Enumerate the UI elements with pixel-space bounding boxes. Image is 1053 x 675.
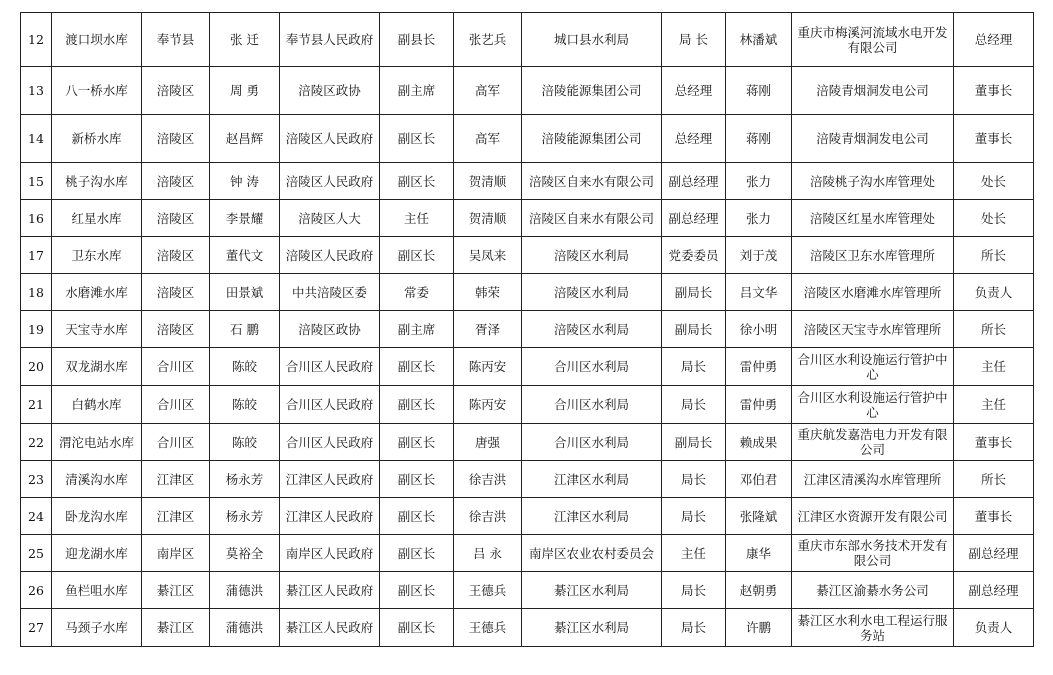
cell-patrol-unit: 涪陵桃子沟水库管理处 — [792, 163, 954, 200]
cell-admin-unit: 涪陵区人民政府 — [280, 163, 380, 200]
cell-patrol-title: 所长 — [954, 311, 1034, 348]
cell-reservoir-name: 鱼栏咀水库 — [52, 572, 142, 609]
cell-admin-unit: 涪陵区人大 — [280, 200, 380, 237]
cell-patrol-title: 负责人 — [954, 609, 1034, 647]
cell-row-number: 24 — [21, 498, 52, 535]
cell-tech-unit: 江津区水利局 — [522, 461, 662, 498]
cell-row-number: 18 — [21, 274, 52, 311]
cell-district: 江津区 — [142, 498, 210, 535]
cell-district: 合川区 — [142, 386, 210, 424]
cell-admin-title: 常委 — [380, 274, 454, 311]
cell-patrol-title: 所长 — [954, 461, 1034, 498]
cell-patrol-leader: 赖成果 — [726, 424, 792, 461]
cell-district: 涪陵区 — [142, 67, 210, 115]
cell-row-number: 26 — [21, 572, 52, 609]
cell-patrol-leader: 刘于茂 — [726, 237, 792, 274]
cell-admin-leader: 杨永芳 — [210, 461, 280, 498]
document-page — [20, 12, 1034, 647]
cell-patrol-unit: 合川区水利设施运行管护中心 — [792, 348, 954, 386]
cell-patrol-title: 所长 — [954, 237, 1034, 274]
cell-district: 涪陵区 — [142, 163, 210, 200]
cell-patrol-leader: 赵朝勇 — [726, 572, 792, 609]
cell-patrol-unit: 重庆市东部水务技术开发有限公司 — [792, 535, 954, 572]
cell-row-number: 25 — [21, 535, 52, 572]
cell-tech-title: 副局长 — [662, 424, 726, 461]
cell-admin-title: 副区长 — [380, 461, 454, 498]
cell-admin-title: 副区长 — [380, 237, 454, 274]
cell-admin-leader: 董代文 — [210, 237, 280, 274]
cell-patrol-title: 负责人 — [954, 274, 1034, 311]
cell-admin-title: 副区长 — [380, 163, 454, 200]
cell-tech-leader: 贺清顺 — [454, 163, 522, 200]
cell-tech-leader: 高军 — [454, 115, 522, 163]
cell-tech-unit: 江津区水利局 — [522, 498, 662, 535]
cell-admin-title: 副区长 — [380, 386, 454, 424]
cell-patrol-leader: 张隆斌 — [726, 498, 792, 535]
cell-row-number: 15 — [21, 163, 52, 200]
cell-tech-leader: 吴凤来 — [454, 237, 522, 274]
cell-admin-leader: 钟 涛 — [210, 163, 280, 200]
cell-tech-leader: 徐吉洪 — [454, 461, 522, 498]
cell-tech-unit: 涪陵区水利局 — [522, 311, 662, 348]
cell-tech-unit: 涪陵区自来水有限公司 — [522, 163, 662, 200]
table-row — [21, 424, 1034, 461]
cell-row-number: 20 — [21, 348, 52, 386]
cell-row-number: 19 — [21, 311, 52, 348]
table-body — [21, 13, 1034, 647]
table-row — [21, 348, 1034, 386]
cell-district: 江津区 — [142, 461, 210, 498]
cell-patrol-leader: 雷仲勇 — [726, 348, 792, 386]
cell-tech-title: 副总经理 — [662, 163, 726, 200]
cell-admin-unit: 中共涪陵区委 — [280, 274, 380, 311]
cell-admin-unit: 合川区人民政府 — [280, 424, 380, 461]
cell-tech-leader: 王德兵 — [454, 609, 522, 647]
cell-district: 涪陵区 — [142, 311, 210, 348]
cell-row-number: 22 — [21, 424, 52, 461]
cell-patrol-unit: 涪陵区卫东水库管理所 — [792, 237, 954, 274]
cell-patrol-unit: 重庆航发嘉浩电力开发有限公司 — [792, 424, 954, 461]
cell-admin-unit: 合川区人民政府 — [280, 386, 380, 424]
cell-tech-unit: 南岸区农业农村委员会 — [522, 535, 662, 572]
cell-admin-unit: 合川区人民政府 — [280, 348, 380, 386]
cell-admin-title: 副主席 — [380, 311, 454, 348]
cell-district: 涪陵区 — [142, 274, 210, 311]
cell-district: 綦江区 — [142, 572, 210, 609]
table-row — [21, 200, 1034, 237]
cell-tech-title: 副局长 — [662, 274, 726, 311]
cell-patrol-leader: 邓伯君 — [726, 461, 792, 498]
cell-admin-leader: 张 迁 — [210, 13, 280, 67]
cell-admin-title: 副区长 — [380, 572, 454, 609]
cell-patrol-leader: 徐小明 — [726, 311, 792, 348]
cell-district: 奉节县 — [142, 13, 210, 67]
cell-patrol-leader: 张力 — [726, 200, 792, 237]
cell-tech-title: 总经理 — [662, 67, 726, 115]
cell-reservoir-name: 渡口坝水库 — [52, 13, 142, 67]
cell-patrol-leader: 林潘斌 — [726, 13, 792, 67]
cell-patrol-unit: 江津区清溪沟水库管理所 — [792, 461, 954, 498]
cell-tech-leader: 陈丙安 — [454, 386, 522, 424]
cell-patrol-leader: 康华 — [726, 535, 792, 572]
cell-admin-unit: 南岸区人民政府 — [280, 535, 380, 572]
cell-patrol-unit: 綦江区渝綦水务公司 — [792, 572, 954, 609]
cell-tech-leader: 徐吉洪 — [454, 498, 522, 535]
cell-tech-title: 局长 — [662, 572, 726, 609]
cell-reservoir-name: 清溪沟水库 — [52, 461, 142, 498]
cell-tech-leader: 张艺兵 — [454, 13, 522, 67]
table-row — [21, 311, 1034, 348]
cell-admin-unit: 綦江区人民政府 — [280, 609, 380, 647]
cell-patrol-unit: 涪陵区红星水库管理处 — [792, 200, 954, 237]
cell-admin-unit: 涪陵区人民政府 — [280, 237, 380, 274]
cell-patrol-title: 主任 — [954, 386, 1034, 424]
cell-patrol-title: 处长 — [954, 200, 1034, 237]
cell-tech-title: 副局长 — [662, 311, 726, 348]
cell-tech-leader: 陈丙安 — [454, 348, 522, 386]
cell-tech-unit: 合川区水利局 — [522, 348, 662, 386]
cell-patrol-unit: 涪陵青烟洞发电公司 — [792, 115, 954, 163]
cell-patrol-title: 董事长 — [954, 424, 1034, 461]
cell-patrol-leader: 蒋刚 — [726, 67, 792, 115]
cell-tech-unit: 涪陵区自来水有限公司 — [522, 200, 662, 237]
cell-tech-unit: 合川区水利局 — [522, 386, 662, 424]
cell-admin-unit: 江津区人民政府 — [280, 498, 380, 535]
cell-row-number: 13 — [21, 67, 52, 115]
cell-admin-title: 主任 — [380, 200, 454, 237]
table-row — [21, 535, 1034, 572]
cell-tech-title: 局长 — [662, 498, 726, 535]
cell-reservoir-name: 迎龙湖水库 — [52, 535, 142, 572]
cell-patrol-unit: 涪陵区水磨滩水库管理所 — [792, 274, 954, 311]
cell-tech-unit: 涪陵能源集团公司 — [522, 67, 662, 115]
cell-admin-leader: 陈皎 — [210, 424, 280, 461]
cell-patrol-title: 处长 — [954, 163, 1034, 200]
cell-tech-unit: 涪陵能源集团公司 — [522, 115, 662, 163]
cell-admin-title: 副区长 — [380, 498, 454, 535]
cell-admin-unit: 綦江区人民政府 — [280, 572, 380, 609]
cell-tech-title: 局 长 — [662, 13, 726, 67]
cell-row-number: 23 — [21, 461, 52, 498]
cell-admin-title: 副主席 — [380, 67, 454, 115]
cell-admin-leader: 陈皎 — [210, 386, 280, 424]
cell-patrol-leader: 雷仲勇 — [726, 386, 792, 424]
cell-patrol-unit: 合川区水利设施运行管护中心 — [792, 386, 954, 424]
cell-tech-unit: 綦江区水利局 — [522, 609, 662, 647]
cell-tech-leader: 吕 永 — [454, 535, 522, 572]
cell-district: 合川区 — [142, 348, 210, 386]
cell-row-number: 27 — [21, 609, 52, 647]
cell-reservoir-name: 八一桥水库 — [52, 67, 142, 115]
cell-admin-leader: 周 勇 — [210, 67, 280, 115]
cell-reservoir-name: 水磨滩水库 — [52, 274, 142, 311]
cell-row-number: 16 — [21, 200, 52, 237]
cell-admin-unit: 涪陵区政协 — [280, 311, 380, 348]
cell-admin-leader: 石 鹏 — [210, 311, 280, 348]
cell-tech-title: 局长 — [662, 348, 726, 386]
cell-tech-leader: 唐强 — [454, 424, 522, 461]
cell-tech-leader: 高军 — [454, 67, 522, 115]
cell-admin-leader: 田景斌 — [210, 274, 280, 311]
cell-admin-leader: 莫裕全 — [210, 535, 280, 572]
cell-patrol-title: 董事长 — [954, 115, 1034, 163]
cell-reservoir-name: 卫东水库 — [52, 237, 142, 274]
cell-district: 涪陵区 — [142, 237, 210, 274]
cell-admin-title: 副区长 — [380, 348, 454, 386]
cell-patrol-title: 总经理 — [954, 13, 1034, 67]
cell-tech-unit: 合川区水利局 — [522, 424, 662, 461]
cell-admin-title: 副县长 — [380, 13, 454, 67]
cell-patrol-leader: 张力 — [726, 163, 792, 200]
cell-admin-title: 副区长 — [380, 609, 454, 647]
table-row — [21, 386, 1034, 424]
table-row — [21, 237, 1034, 274]
cell-tech-leader: 胥泽 — [454, 311, 522, 348]
cell-patrol-title: 副总经理 — [954, 535, 1034, 572]
cell-admin-unit: 奉节县人民政府 — [280, 13, 380, 67]
cell-district: 南岸区 — [142, 535, 210, 572]
cell-tech-title: 党委委员 — [662, 237, 726, 274]
cell-reservoir-name: 渭沱电站水库 — [52, 424, 142, 461]
cell-row-number: 17 — [21, 237, 52, 274]
cell-admin-leader: 蒲德洪 — [210, 609, 280, 647]
cell-admin-leader: 杨永芳 — [210, 498, 280, 535]
cell-tech-leader: 王德兵 — [454, 572, 522, 609]
cell-row-number: 12 — [21, 13, 52, 67]
cell-patrol-unit: 綦江区水利水电工程运行服务站 — [792, 609, 954, 647]
cell-reservoir-name: 白鹤水库 — [52, 386, 142, 424]
cell-patrol-leader: 许鹏 — [726, 609, 792, 647]
cell-patrol-title: 董事长 — [954, 498, 1034, 535]
cell-row-number: 14 — [21, 115, 52, 163]
cell-admin-leader: 蒲德洪 — [210, 572, 280, 609]
cell-reservoir-name: 桃子沟水库 — [52, 163, 142, 200]
cell-admin-unit: 涪陵区政协 — [280, 67, 380, 115]
cell-patrol-unit: 涪陵区天宝寺水库管理所 — [792, 311, 954, 348]
cell-reservoir-name: 天宝寺水库 — [52, 311, 142, 348]
table-row — [21, 67, 1034, 115]
table-row — [21, 163, 1034, 200]
table-row — [21, 274, 1034, 311]
cell-admin-leader: 陈皎 — [210, 348, 280, 386]
cell-admin-unit: 江津区人民政府 — [280, 461, 380, 498]
cell-tech-leader: 韩荣 — [454, 274, 522, 311]
cell-patrol-leader: 吕文华 — [726, 274, 792, 311]
cell-tech-title: 副总经理 — [662, 200, 726, 237]
cell-district: 合川区 — [142, 424, 210, 461]
cell-tech-title: 总经理 — [662, 115, 726, 163]
cell-reservoir-name: 新桥水库 — [52, 115, 142, 163]
cell-tech-leader: 贺清顺 — [454, 200, 522, 237]
cell-admin-leader: 李景耀 — [210, 200, 280, 237]
table-row — [21, 609, 1034, 647]
cell-reservoir-name: 卧龙沟水库 — [52, 498, 142, 535]
cell-patrol-unit: 重庆市梅溪河流域水电开发有限公司 — [792, 13, 954, 67]
cell-row-number: 21 — [21, 386, 52, 424]
cell-patrol-leader: 蒋刚 — [726, 115, 792, 163]
table-row — [21, 572, 1034, 609]
table-row — [21, 115, 1034, 163]
cell-tech-unit: 涪陵区水利局 — [522, 237, 662, 274]
table-row — [21, 498, 1034, 535]
cell-admin-leader: 赵昌辉 — [210, 115, 280, 163]
cell-reservoir-name: 马颈子水库 — [52, 609, 142, 647]
table-row — [21, 13, 1034, 67]
cell-tech-unit: 綦江区水利局 — [522, 572, 662, 609]
cell-admin-unit: 涪陵区人民政府 — [280, 115, 380, 163]
cell-reservoir-name: 双龙湖水库 — [52, 348, 142, 386]
cell-tech-unit: 城口县水利局 — [522, 13, 662, 67]
cell-tech-title: 局长 — [662, 386, 726, 424]
cell-admin-title: 副区长 — [380, 535, 454, 572]
cell-admin-title: 副区长 — [380, 115, 454, 163]
cell-patrol-title: 副总经理 — [954, 572, 1034, 609]
cell-tech-title: 主任 — [662, 535, 726, 572]
reservoir-responsibility-table — [20, 12, 1034, 647]
cell-patrol-title: 主任 — [954, 348, 1034, 386]
cell-tech-title: 局长 — [662, 461, 726, 498]
cell-tech-title: 局长 — [662, 609, 726, 647]
cell-tech-unit: 涪陵区水利局 — [522, 274, 662, 311]
cell-district: 涪陵区 — [142, 115, 210, 163]
cell-patrol-title: 董事长 — [954, 67, 1034, 115]
cell-reservoir-name: 红星水库 — [52, 200, 142, 237]
cell-district: 涪陵区 — [142, 200, 210, 237]
table-row — [21, 461, 1034, 498]
cell-district: 綦江区 — [142, 609, 210, 647]
cell-admin-title: 副区长 — [380, 424, 454, 461]
cell-patrol-unit: 涪陵青烟洞发电公司 — [792, 67, 954, 115]
cell-patrol-unit: 江津区水资源开发有限公司 — [792, 498, 954, 535]
